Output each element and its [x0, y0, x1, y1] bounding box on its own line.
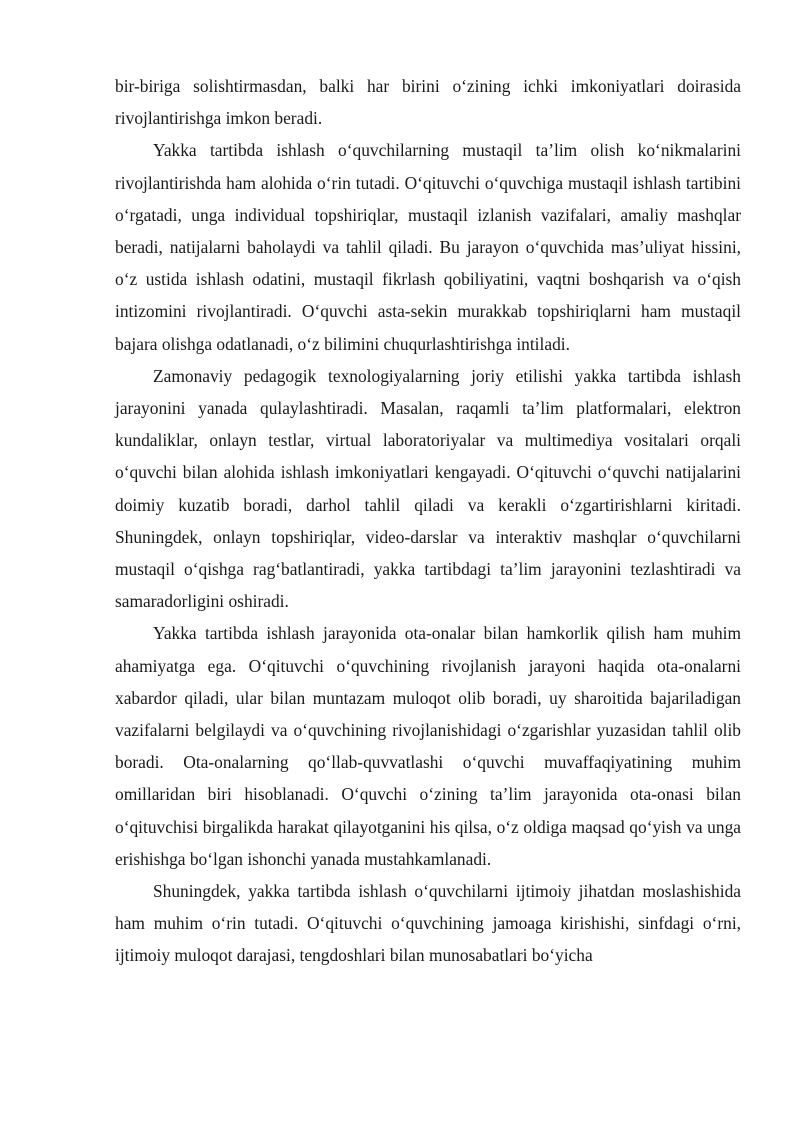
document-page [115, 70, 741, 972]
paragraph-parent-cooperation: Yakka tartibda ishlash jarayonida ota-onalar bilan hamkorlik qilish ham muhim ahamiyatga ega. O‘qituvchi o‘quvchining rivojlanish jarayoni haqida ota-onalarni xabardor qiladi, ular bilan muntazam muloqot olib boradi, uy sharoitida bajariladigan vazifalarni belgilaydi va o‘quvchining rivojlanishidagi o‘zgarishlar yuzasidan tahlil olib boradi. Ota-onalarning qo‘llab-quvvatlashi o‘quvchi muvaffaqiyatining muhim omillaridan biri hisoblanadi. O‘quvchi o‘zining ta’lim jarayonida ota-onasi bilan o‘qituvchisi birgalikda harakat qilayotganini his qilsa, o‘z oldiga maqsad qo‘yish va unga erishishga bo‘lgan ishonchi yanada mustahkamlanadi. [115, 623, 741, 869]
paragraph-independent-learning: Yakka tartibda ishlash o‘quvchilarning mustaqil ta’lim olish ko‘nikmalarini rivojlantirishda ham alohida o‘rin tutadi. O‘qituvchi o‘quvchiga mustaqil ishlash tartibini o‘rgatadi, unga individual topshiriqlar, mustaqil izlanish vazifalari, amaliy mashqlar beradi, natijalarni baholaydi va tahlil qiladi. Bu jarayon o‘quvchida mas’uliyat hissini, o‘z ustida ishlash odatini, mustaqil fikrlash qobiliyatini, vaqtni boshqarish va o‘qish intizomini rivojlantiradi. O‘quvchi asta-sekin murakkab topshiriqlarni ham mustaqil bajara olishga odatlanadi, o‘z bilimini chuqurlashtirishga intiladi. [115, 140, 741, 354]
paragraph-social-adaptation: Shuningdek, yakka tartibda ishlash o‘quvchilarni ijtimoiy jihatdan moslashishida ham muhim o‘rin tutadi. O‘qituvchi o‘quvchining jamoaga kirishishi, sinfdagi o‘rni, ijtimoiy muloqot darajasi, tengdoshlari bilan munosabatlari bo‘yicha [115, 881, 741, 966]
paragraph-continuation: bir-biriga solishtirmasdan, balki har birini o‘zining ichki imkoniyatlari doirasida rivojlantirishga imkon beradi. [115, 76, 741, 129]
paragraph-modern-technologies: Zamonaviy pedagogik texnologiyalarning joriy etilishi yakka tartibda ishlash jarayonini yanada qulaylashtiradi. Masalan, raqamli ta’lim platformalari, elektron kundaliklar, onlayn testlar, virtual laboratoriyalar va multimediya vositalari orqali o‘quvchi bilan alohida ishlash imkoniyatlari kengayadi. O‘qituvchi o‘quvchi natijalarini doimiy kuzatib boradi, darhol tahlil qiladi va kerakli o‘zgartirishlarni kiritadi. Shuningdek, onlayn topshiriqlar, video-darslar va interaktiv mashqlar o‘quvchilarni mustaqil o‘qishga rag‘batlantiradi, yakka tartibdagi ta’lim jarayonini tezlashtiradi va samaradorligini oshiradi. [115, 365, 741, 612]
